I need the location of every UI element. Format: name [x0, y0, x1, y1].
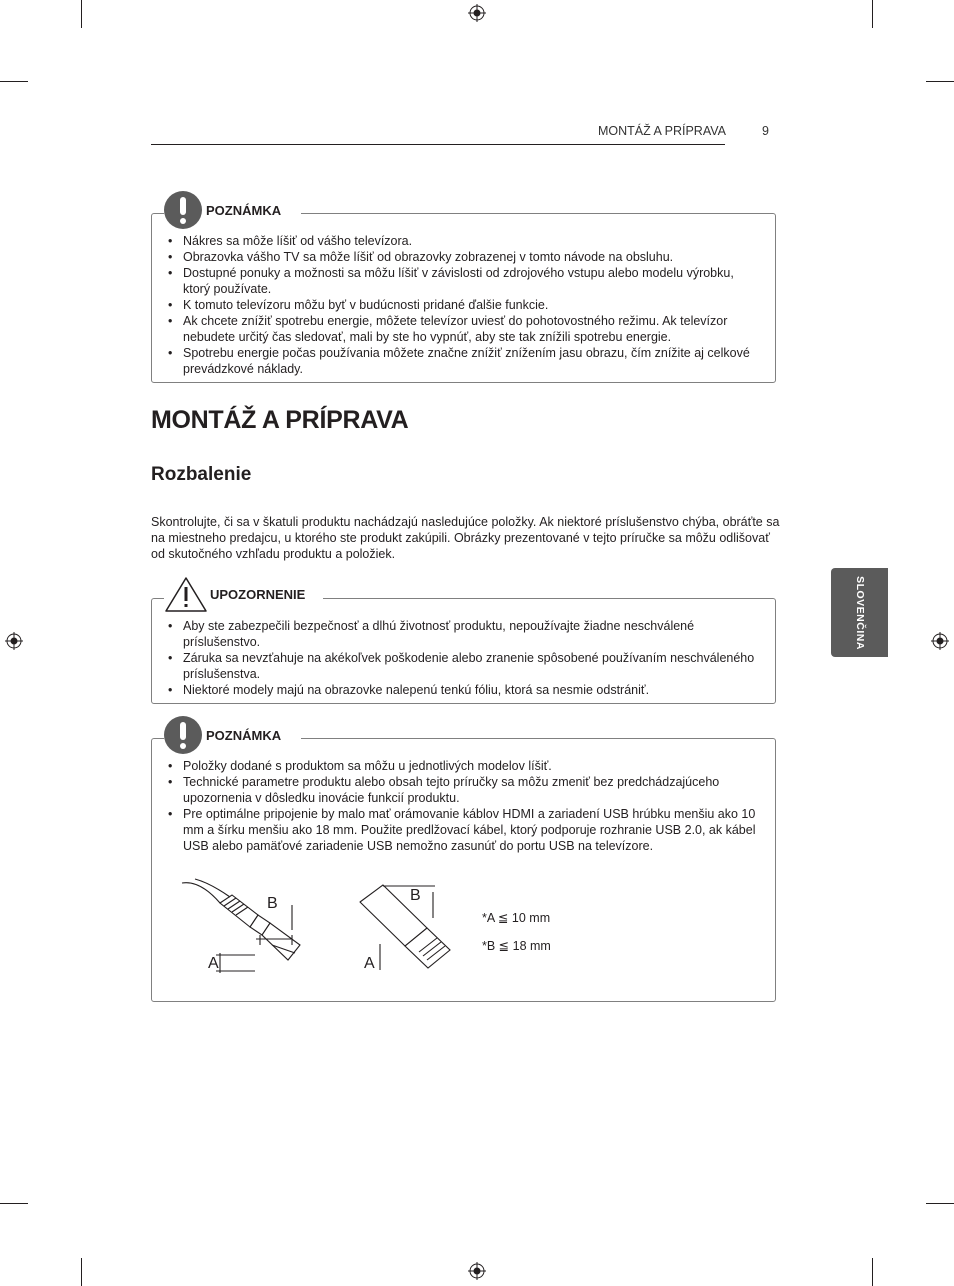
list-item: • Ak chcete znížiť spotrebu energie, môžete televízor uviesť do pohotovostného režimu. Ak televízor nebudete určitý čas sledovať, mali by ste ho vypnúť, aby ste tak znížili spotrebu energie.	[152, 313, 762, 345]
list-item: • Aby ste zabezpečili bezpečnosť a dlhú životnosť produktu, nepoužívajte žiadne neschválené príslušenstvo.	[152, 618, 762, 650]
list-item: • Technické parametre produktu alebo obsah tejto príručky sa môžu zmeniť bez predchádzajúceho upozornenia v dôsledku inovácie funkcií produktu.	[152, 774, 762, 806]
list-item: • K tomuto televízoru môžu byť v budúcnosti pridané ďalšie funkcie.	[152, 297, 762, 313]
running-header: MONTÁŽ A PRÍPRAVA	[597, 124, 726, 138]
crop-mark	[81, 0, 82, 28]
spec-b: *B ≦ 18 mm	[482, 939, 551, 953]
section-title: Rozbalenie	[151, 464, 252, 485]
note-title: POZNÁMKA	[206, 202, 282, 218]
list-item: • Záruka sa nevzťahuje na akékoľvek poškodenie alebo zranenie spôsobené používaním neschváleného príslušenstva.	[152, 650, 762, 682]
caution-heading	[164, 575, 323, 613]
list-item: • Pre optimálne pripojenie by malo mať orámovanie káblov HDMI a zariadení USB hrúbku menšiu ako 10 mm a šírku menšiu ako 18 mm. Použite predlžovací kábel, ktorý podporuje rozhranie USB 2.0, ak kábel USB alebo pamäťové zariadenie USB nemožno zasunúť do portu USB na televízore.	[152, 806, 762, 854]
caution-title: UPOZORNENIE	[210, 586, 306, 602]
registration-mark-icon	[5, 632, 23, 650]
hdmi-connector-diagram	[180, 875, 320, 980]
crop-mark	[926, 1203, 954, 1204]
header-rule	[151, 144, 725, 145]
crop-mark	[0, 81, 28, 82]
language-tab-label: SLOVENČINA	[853, 575, 866, 650]
exclamation-icon	[164, 191, 202, 229]
dimension-label-a: A	[208, 955, 219, 972]
crop-mark	[872, 1258, 873, 1286]
caution-list	[152, 618, 762, 698]
list-item: • Nákres sa môže líšiť od vášho televízora.	[152, 233, 762, 249]
list-item: • Položky dodané s produktom sa môžu u jednotlivých modelov líšiť.	[152, 758, 762, 774]
page-number: 9	[762, 124, 769, 138]
note-list	[152, 758, 762, 854]
registration-mark-icon	[931, 632, 949, 650]
list-item: • Dostupné ponuky a možnosti sa môžu líšiť v závislosti od zdrojového vstupu alebo modelu výrobku, ktorý používate.	[152, 265, 762, 297]
warning-triangle-icon	[164, 575, 208, 613]
note-list	[152, 233, 762, 377]
intro-paragraph: Skontrolujte, či sa v škatuli produktu nachádzajú nasledujúce položky. Ak niektoré príslušenstvo chýba, obráťte sa na miestneho predajcu, u ktorého ste produkt zakúpili. Obrázky prezentované v tejto príručke sa môžu odlišovať od skutočného vzhľadu produktu a položiek.	[151, 515, 780, 561]
dimension-label-b: B	[267, 895, 278, 912]
crop-mark	[0, 1203, 28, 1204]
registration-mark-icon	[468, 1262, 486, 1280]
language-tab	[831, 568, 888, 657]
crop-mark	[872, 0, 873, 28]
dimension-label-b: B	[410, 887, 421, 904]
spec-a: *A ≦ 10 mm	[482, 911, 551, 925]
list-item: • Obrazovka vášho TV sa môže líšiť od obrazovky zobrazenej v tomto návode na obsluhu.	[152, 249, 762, 265]
dimension-label-a: A	[364, 955, 375, 972]
note-title: POZNÁMKA	[206, 727, 282, 743]
list-item: • Spotrebu energie počas používania môžete značne znížiť znížením jasu obrazu, čím znížite aj celkové prevádzkové náklady.	[152, 345, 762, 377]
crop-mark	[926, 81, 954, 82]
exclamation-icon	[164, 716, 202, 754]
registration-mark-icon	[468, 4, 486, 22]
crop-mark	[81, 1258, 82, 1286]
page-title: MONTÁŽ A PRÍPRAVA	[151, 406, 409, 434]
note-heading	[164, 191, 301, 229]
note-heading	[164, 716, 301, 754]
list-item: • Niektoré modely majú na obrazovke nalepenú tenkú fóliu, ktorá sa nesmie odstrániť.	[152, 682, 762, 698]
